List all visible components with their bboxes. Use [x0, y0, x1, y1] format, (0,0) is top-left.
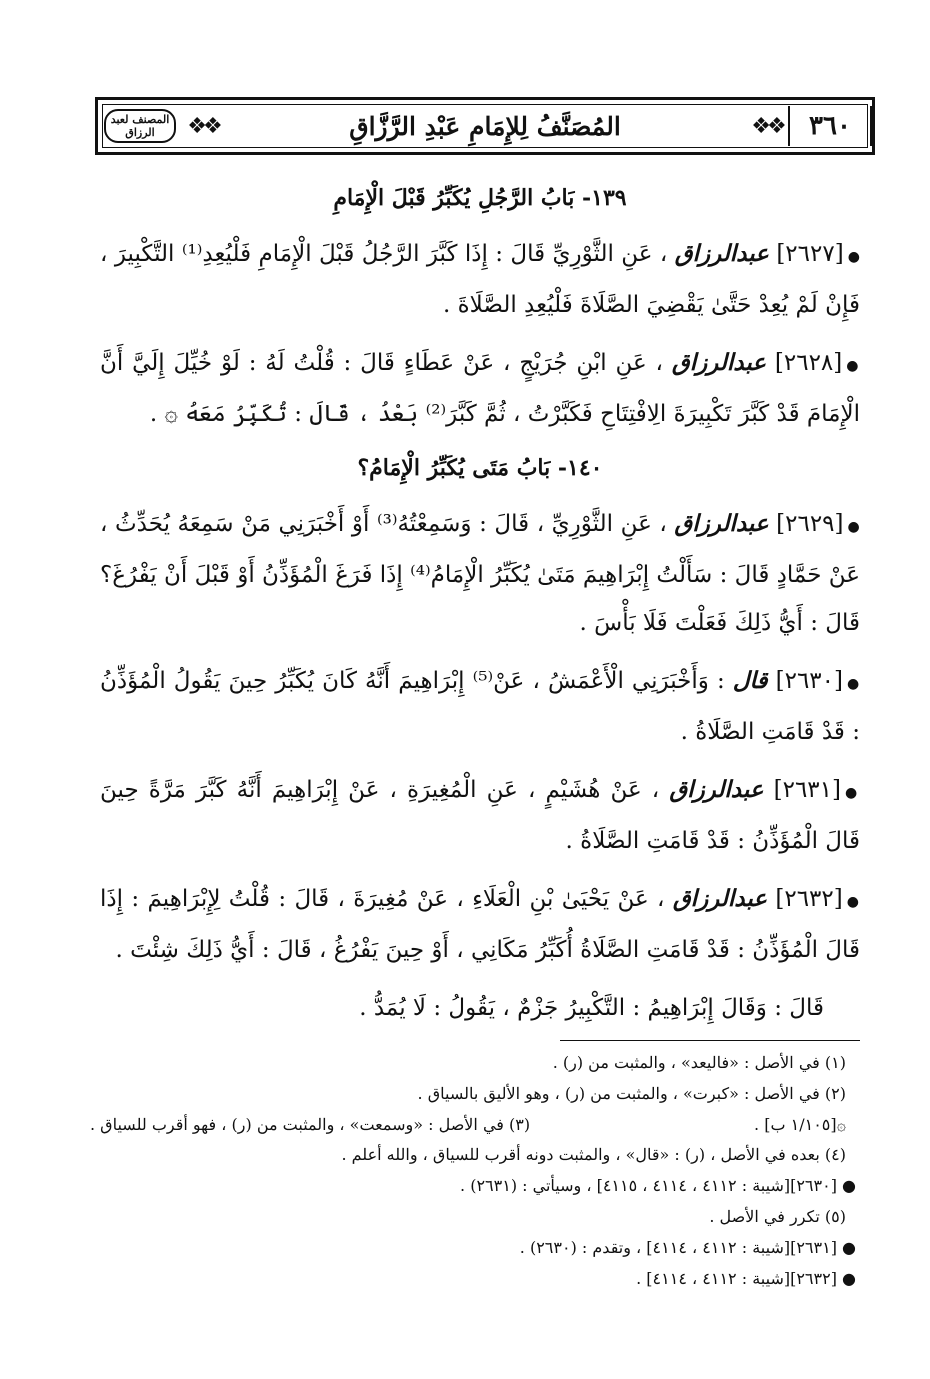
- ornament-left: ❖❖: [187, 113, 219, 139]
- hadith-2629: [100, 500, 860, 647]
- hadith-text: : وَأَخْبَرَنِي الْأَعْمَشُ ، عَنْ⁽⁵⁾ إِبْرَاهِيمَ أَنَّهُ كَانَ يُكَبِّرُ حِينَ يَقُولُ الْمُؤَذِّنُ : قَدْ قَامَتِ الصَّلَاةُ .: [100, 668, 860, 745]
- book-title: المُصَنَّفُ لِلإِمَامِ عَبْدِ الرَّزَّاقِ: [349, 111, 621, 141]
- narrator-name: عبدالرزاق: [674, 240, 769, 267]
- footnote-divider: [560, 1040, 860, 1041]
- hadith-text: ، عَنِ ابْنِ جُرَيْجٍ ، عَنْ عَطَاءٍ قَالَ : قُلْتُ لَهُ : لَوْ خُيِّلَ إِلَيَّ أَنَّ الْإِمَامَ قَدْ كَبَّرَ تَكْبِيرَةَ الِافْتِتَاحِ فَكَبَّرْتُ ، ثُمَّ كَبَّرَ⁽²⁾ بَعْدُ ، قَالَ : تُكَبِّرُ مَعَهُ ۞ .: [100, 350, 860, 427]
- page-header: [95, 97, 875, 155]
- bullet-icon: ●: [845, 785, 861, 801]
- reference-2632: ● [٢٦٣٢][شيبة : ٤١١٢ ، ٤١١٤] .: [636, 1269, 856, 1288]
- bullet-icon: ●: [846, 894, 861, 910]
- book-badge: المصنف لعبد الرزاق: [104, 109, 176, 143]
- footnote-4: (٤) بعده في الأصل ، (ر) : «قال» ، والمثبت دونه أقرب للسياق ، والله أعلم .: [341, 1145, 846, 1164]
- bullet-icon: ●: [836, 1176, 856, 1195]
- footnote-2: (٢) في الأصل : «كبرت» ، والمثبت من (ر) ، وهو الأليق بالسياق .: [417, 1084, 846, 1103]
- narrator-name: قال: [732, 667, 768, 694]
- footnote-1: (١) في الأصل : «فاليعد» ، والمثبت من (ر) .: [552, 1053, 846, 1072]
- hadith-number: [٢٦٣٢]: [775, 886, 843, 912]
- hadith-number: [٢٦٢٩]: [776, 511, 844, 537]
- bullet-icon: ●: [847, 676, 860, 692]
- footnote-5: (٥) تكرر في الأصل .: [709, 1207, 846, 1226]
- hadith-2627: [100, 230, 860, 329]
- hadith-2632: [100, 875, 860, 974]
- ornament-right: ❖❖: [751, 113, 783, 139]
- folio-marker: ۞[١/١٠٥ ب] .: [754, 1115, 846, 1134]
- narrator-name: عبدالرزاق: [669, 776, 764, 803]
- reference-2630: ● [٢٦٣٠][شيبة : ٤١١٢ ، ٤١١٤ ، ٤١١٥] ، وسيأتي : (٢٦٣١) .: [460, 1176, 856, 1195]
- bullet-icon: ●: [836, 1238, 856, 1257]
- hadith-2631: [100, 766, 860, 865]
- bullet-icon: ●: [847, 519, 861, 535]
- hadith-2630: [100, 657, 860, 756]
- hadith-text: ، عَنِ الثَّوْرِيِّ قَالَ : إِذَا كَبَّرَ الرَّجُلُ قَبْلَ الْإِمَامِ فَلْيُعِدِ⁽¹⁾ التَّكْبِيرَ ، فَإِنْ لَمْ يُعِدْ حَتَّىٰ يَقْضِيَ الصَّلَاةَ فَلْيُعِدِ الصَّلَاةَ .: [100, 241, 860, 318]
- hadith-2632-continuation: قَالَ : وَقَالَ إِبْرَاهِيمُ : التَّكْبِيرُ جَزْمٌ ، يَقُولُ : لَا يُمَدُّ .: [359, 995, 824, 1021]
- hadith-text: ، عَنْ يَحْيَىٰ بْنِ الْعَلَاءِ ، عَنْ مُغِيرَةَ ، قَالَ : قُلْتُ لِإِبْرَاهِيمَ : إِذَا قَالَ الْمُؤَذِّنُ : قَدْ قَامَتِ الصَّلَاةُ أُكَبِّرُ مَكَانِي ، أَوْ حِينَ يَفْرُغُ ، قَالَ : أَيُّ ذَلِكَ شِئْتَ .: [100, 886, 860, 963]
- hadith-number: [٢٦٣٠]: [775, 668, 843, 694]
- chapter-title-139: ١٣٩- بَابُ الرَّجُلِ يُكَبِّرُ قَبْلَ الْإِمَامِ: [333, 185, 627, 211]
- hadith-2628: [100, 339, 860, 438]
- footnote-3: (٣) في الأصل : «وسمعت» ، والمثبت من (ر) ، فهو أقرب للسياق .: [90, 1115, 531, 1134]
- page-number: ٣٦٠: [788, 106, 872, 146]
- narrator-name: عبدالرزاق: [671, 349, 767, 376]
- bullet-icon: ●: [846, 358, 861, 374]
- footnote-row-marker: [90, 1110, 870, 1140]
- narrator-name: عبدالرزاق: [672, 885, 767, 912]
- hadith-text: ، عَنِ الثَّوْرِيِّ ، قَالَ : وَسَمِعْتُهُ⁽³⁾ أَوْ أَخْبَرَنِي مَنْ سَمِعَهُ يُحَدِّثُ ، عَنْ حَمَّادٍ قَالَ : سَأَلْتُ إِبْرَاهِيمَ مَتَىٰ يُكَبِّرُ الْإِمَامُ⁽⁴⁾ إِذَا فَرَغَ الْمُؤَذِّنُ أَوْ قَبْلَ أَنْ يَفْرُغَ؟ قَالَ : أَيُّ ذَلِكَ فَعَلْتَ فَلَا بَأْسَ .: [100, 511, 860, 636]
- reference-2631: ● [٢٦٣١][شيبة : ٤١١٢ ، ٤١١٤] ، وتقدم : (٢٦٣٠) .: [519, 1238, 856, 1257]
- main-text: [100, 178, 860, 1042]
- bullet-icon: ●: [847, 249, 861, 265]
- footnotes: [90, 1048, 870, 1295]
- hadith-text: ، عَنْ هُشَيْمٍ ، عَنِ الْمُغِيرَةِ ، عَنْ إِبْرَاهِيمَ أَنَّهُ كَبَّرَ مَرَّةً حِينَ قَالَ الْمُؤَذِّنُ : قَدْ قَامَتِ الصَّلَاةُ .: [100, 777, 860, 854]
- hadith-number: [٢٦٢٨]: [774, 350, 843, 376]
- chapter-title-140: ١٤٠- بَابُ مَتَى يُكَبِّرُ الْإِمَامُ؟: [357, 455, 603, 481]
- hadith-number: [٢٦٣١]: [773, 777, 841, 803]
- bullet-icon: ●: [836, 1269, 856, 1288]
- narrator-name: عبدالرزاق: [674, 510, 769, 537]
- hadith-number: [٢٦٢٧]: [776, 241, 844, 267]
